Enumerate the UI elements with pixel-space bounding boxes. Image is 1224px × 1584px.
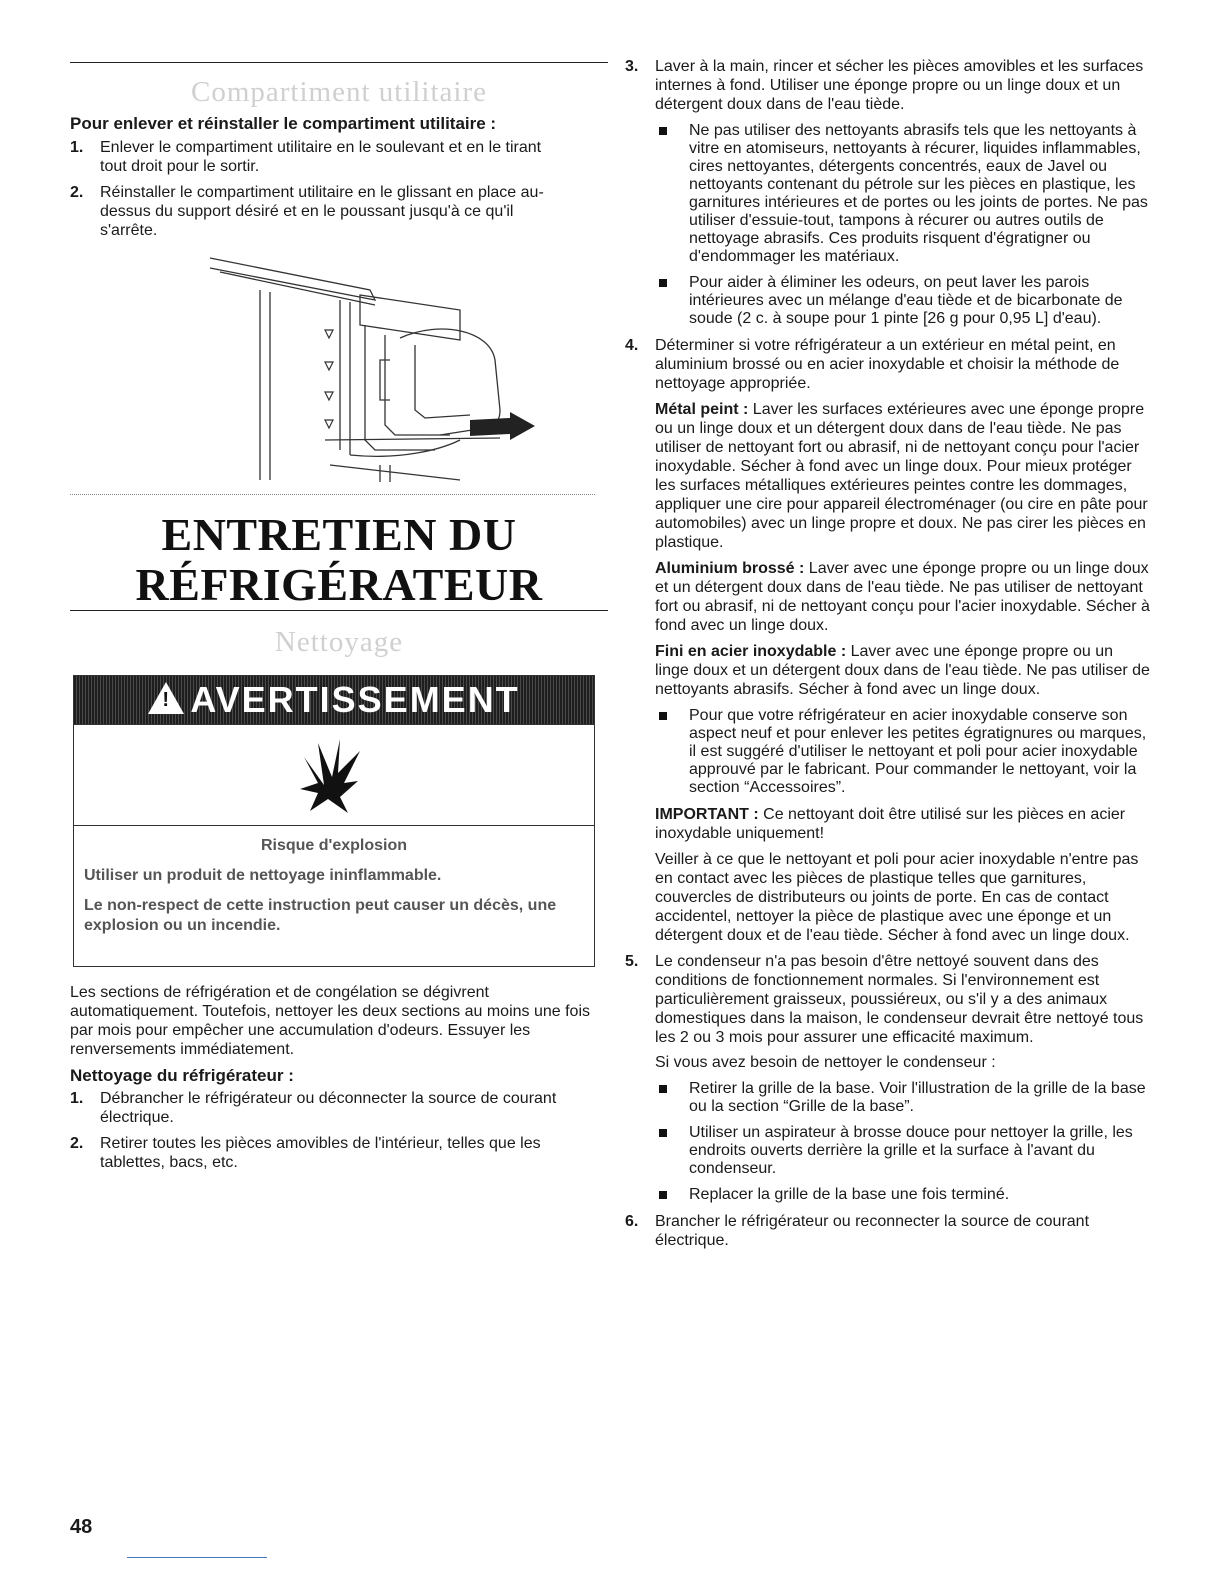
condenser-bullets [655,1080,1150,1204]
brushed-aluminum-para: Aluminium brossé : Laver avec une éponge propre ou un linge doux et un détergent doux dans de l'eau tiède. Ne pas utiliser de nettoyant fort ou abrasif, ni de nettoyant conçu pour l'acier inoxydable. Sécher à fond avec un linge doux. [655,560,1150,634]
bullet-square-icon [659,127,667,135]
painted-metal-para: Métal peint : Laver les surfaces extérieures avec une éponge propre ou un linge doux et un détergent doux dans de l'eau tiède. Ne pas utiliser de nettoyant fort ou abrasif, ni de nettoyant conçu pour l'acier inoxydable. Sécher à fond avec un linge doux. Pour mieux protéger les surfaces métalliques extérieures peintes contre les dommages, appliquer une cire pour appareil électroménager (ou cire en pâte pour automobiles) avec un linge propre et doux. Ne pas cirer les pièces en plastique. [655,401,1148,551]
list-item: Replacer la grille de la base une fois terminé. [655,1186,1150,1204]
title-rule [70,610,608,611]
page-title: ENTRETIEN DU RÉFRIGÉRATEUR [135,509,543,610]
condenser-intro: Si vous avez besoin de nettoyer le condenseur : [655,1054,996,1071]
bullet-square-icon [659,1085,667,1093]
utility-compartment-illustration [200,250,550,485]
list-item: 2. Réinstaller le compartiment utilitaire en le glissant en place au-dessus du support désiré et en le poussant jusqu'à ce qu'il s'arrête. [70,184,544,239]
warning-icon-area [74,725,594,826]
top-rule-left [70,62,608,63]
list-item: Ne pas utiliser des nettoyants abrasifs tels que les nettoyants à vitre en atomiseurs, nettoyants à récurer, liquides inflammables, cires nettoyantes, détergents concentrés, eaux de Javel ou nettoyants contenant du pétrole sur les pièces en plastique, les garnitures intérieures et de portes ou les joints de portes. Ne pas utiliser d'essuie-tout, tampons à récurer ou autres outils de nettoyage abrasifs. Ces produits risquent d'égratigner ou d'endommager les matériaux. [655,122,1150,266]
fridge-subhead: Nettoyage du réfrigérateur : [70,1066,294,1085]
list-item: 1. Débrancher le réfrigérateur ou déconnecter la source de courant électrique. [70,1090,557,1126]
divider-dotted-left [70,494,595,495]
list-item: Pour aider à éliminer les odeurs, on peut laver les parois intérieures avec un mélange d'eau tiède et de bicarbonate de soude (2 c. à soupe pour 1 pinte [26 g pour 0,95 L] d'eau). [655,274,1150,328]
list-item: Pour que votre réfrigérateur en acier inoxydable conserve son aspect neuf et pour enlever les petites égratignures ou marques, il est suggéré d'utiliser le nettoyant et poli pour acier inoxydable approuvé par le fabricant. Pour commander le nettoyant, voir la section “Accessoires”. [655,707,1150,797]
warning-banner: ! AVERTISSEMENT [74,676,594,725]
stainless-steel-para: Fini en acier inoxydable : Laver avec une éponge propre ou un linge doux et un détergent doux dans de l'eau tiède. Ne pas utiliser de nettoyants abrasifs. Sécher à fond avec un linge doux. [655,643,1150,698]
fridge-steps [70,1089,570,1179]
list-item: 1. Enlever le compartiment utilitaire en le soulevant et en le tirant tout droit pour le sortir. [70,139,542,175]
explosion-icon [296,737,366,817]
steel-bullets [655,707,1150,797]
utility-steps [70,138,570,247]
warning-line1: Utiliser un produit de nettoyage ininflammable. [84,867,442,884]
bullet-square-icon [659,1129,667,1137]
list-item: Retirer la grille de la base. Voir l'illustration de la grille de la base ou la section “Grille de la base”. [655,1080,1150,1116]
list-item: 2. Retirer toutes les pièces amovibles de l'intérieur, telles que les tablettes, bacs, etc. [70,1135,541,1171]
warning-text [74,826,594,936]
important-para: IMPORTANT : Ce nettoyant doit être utilisé sur les pièces en acier inoxydable uniquement! [655,806,1126,842]
right-column [625,57,1150,1257]
step3-bullets [655,122,1150,328]
warning-line2: Le non-respect de cette instruction peut causer un décès, une explosion ou un incendie. [84,897,557,934]
list-item: 6. Brancher le réfrigérateur ou reconnecter la source de courant électrique. [625,1213,1090,1249]
warning-triangle-icon: ! [148,682,184,714]
list-item: 4. Déterminer si votre réfrigérateur a un extérieur en métal peint, en aluminium brossé ou en acier inoxydable et choisir la méthode de nettoyage appropriée. Métal peint : Laver les surfaces extérieures avec une éponge propre ou un linge doux et un détergent doux dans de l'eau tiède. Ne pas utiliser de nettoyant fort ou abrasif, ni de nettoyant conçu pour l'acier inoxydable. Sécher à fond avec un linge doux. Pour mieux protéger les surfaces métalliques extérieures peintes contre les dommages, appliquer une cire pour appareil électroménager (ou cire en pâte pour automobiles) avec un linge propre et doux. Ne pas cirer les pièces en plastique. Aluminium brossé : Laver avec une éponge propre ou un linge doux et un détergent doux dans de l'eau tiède. Ne pas utiliser de nettoyant fort ou abrasif, ni de nettoyant conçu pour l'acier inoxydable. Sécher à fond avec un linge doux. Fini en acier inoxydable : Laver avec une éponge propre ou un linge doux et un détergent doux dans de l'eau tiède. Ne pas utiliser de nettoyants abrasifs. Sécher à fond avec un linge doux. Pour que votre réfrigérateur en acier inoxydable conserve son aspect neuf et pour enlever les petites égratignures ou marques, il est suggéré d'utiliser le nettoyant et poli pour acier inoxydable approuvé par le fabricant. Pour commander le nettoyant, voir la section “Accessoires”. IMPORTANT : Ce nettoyant doit être utilisé sur les pièces en acier inoxydable uniquement! Veiller à ce que le nettoyant et poli pour acier inoxydable n'entre pas en contact avec les pièces de plastique telles que garnitures, couvercles de distributeurs ou joints de porte. En cas de contact accidentel, nettoyer la pièce de plastique avec une éponge et un détergent doux et de l'eau tiède. Sécher à fond avec un linge doux. [625,337,1150,944]
warning-box [73,675,595,967]
list-item: 5. Le condenseur n'a pas besoin d'être nettoyé souvent dans des conditions de fonctionnement normales. Si l'environnement est particulièrement graisseux, poussiéreux, ou s'il y a des animaux domestiques dans la maison, le condenseur devrait être nettoyé tous les 2 ou 3 mois pour assurer une efficacité maximum. Si vous avez besoin de nettoyer le condenseur : Retirer la grille de la base. Voir l'illustration de la grille de la base ou la section “Grille de la base”. Utiliser un aspirateur à brosse douce pour nettoyer la grille, les endroits ouverts derrière la grille et la surface à l'avant du condenseur. Replacer la grille de la base une fois terminé. [625,952,1150,1204]
cleaning-steps [625,57,1150,1250]
utility-section-title: Compartiment utilitaire [190,76,488,108]
warning-heading: Risque d'explosion [260,837,408,854]
page-number: 48 [70,1516,93,1538]
bullet-square-icon [659,712,667,720]
bullet-square-icon [659,1191,667,1199]
bullet-square-icon [659,279,667,287]
cleaning-intro: Les sections de réfrigération et de congélation se dégivrent automatiquement. Toutefois, nettoyer les deux sections au moins une fois par mois pour empêcher une accumulation d'odeurs. Essuyer les renversements immédiatement. [70,984,591,1058]
caution-para: Veiller à ce que le nettoyant et poli pour acier inoxydable n'entre pas en contact avec les pièces de plastique telles que garnitures, couvercles de distributeurs ou joints de porte. En cas de contact accidentel, nettoyer la pièce de plastique avec une éponge et un détergent doux et de l'eau tiède. Sécher à fond avec un linge doux. [655,851,1139,944]
list-item: 3. Laver à la main, rincer et sécher les pièces amovibles et les surfaces internes à fond. Utiliser une éponge propre ou un linge doux et un détergent doux dans de l'eau tiède. Ne pas utiliser des nettoyants abrasifs tels que les nettoyants à vitre en atomiseurs, nettoyants à récurer, liquides inflammables, cires nettoyantes, détergents concentrés, eaux de Javel ou nettoyants contenant du pétrole sur les pièces en plastique, les garnitures intérieures et de portes ou les joints de portes. Ne pas utiliser d'essuie-tout, tampons à récurer ou autres outils de nettoyage abrasifs. Ces produits risquent d'égratigner ou d'endommager les matériaux. Pour aider à éliminer les odeurs, on peut laver les parois intérieures avec un mélange d'eau tiède et de bicarbonate de soude (2 c. à soupe pour 1 pinte [26 g pour 0,95 L] d'eau). [625,57,1150,328]
cleaning-section-title: Nettoyage [274,626,404,658]
list-item: Utiliser un aspirateur à brosse douce pour nettoyer la grille, les endroits ouverts derrière la grille et la surface à l'avant du condenseur. [655,1124,1150,1178]
footer-line [127,1557,267,1558]
utility-subhead: Pour enlever et réinstaller le compartiment utilitaire : [70,114,497,133]
